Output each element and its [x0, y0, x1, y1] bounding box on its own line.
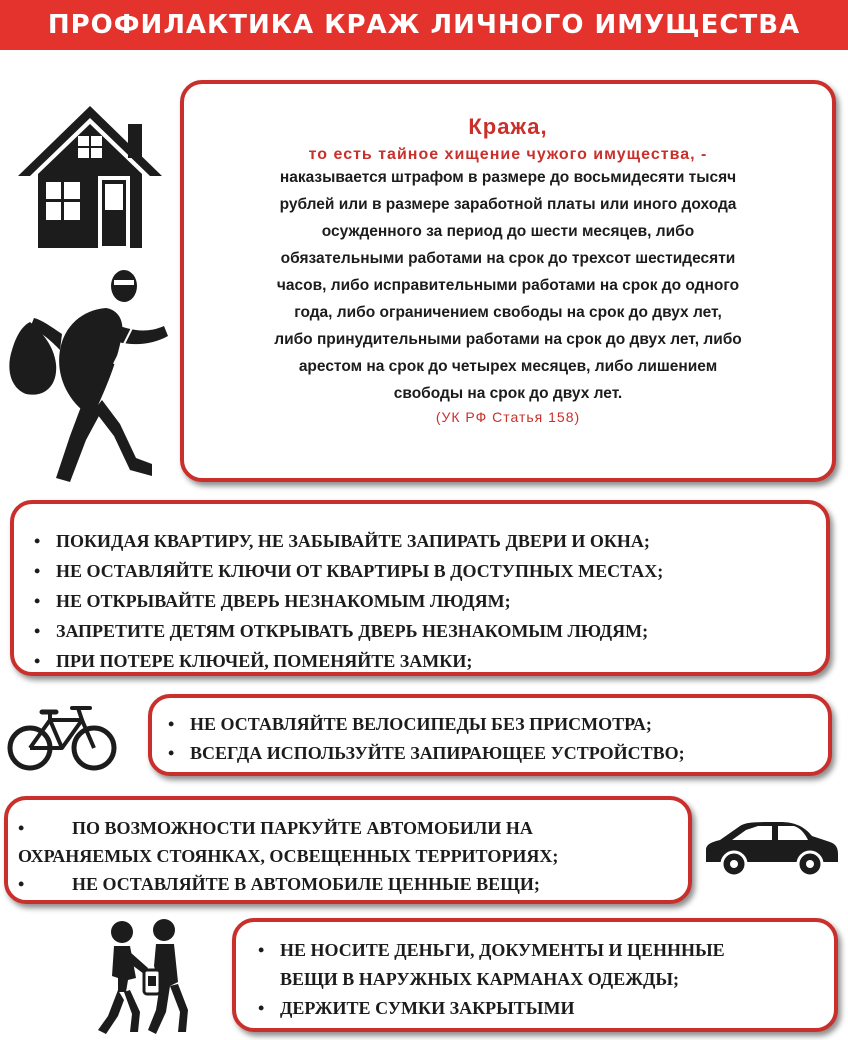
bicycle-icon	[6, 700, 118, 774]
list-item: • НЕ ОСТАВЛЯЙТЕ В АВТОМОБИЛЕ ЦЕННЫЕ ВЕЩИ;	[18, 874, 540, 894]
law-line: часов, либо исправительными работами на срок до одного	[276, 277, 740, 294]
list-item: • ВСЕГДА ИСПОЛЬЗУЙТЕ ЗАПИРАЮЩЕЕ УСТРОЙСТВО;	[166, 739, 828, 768]
pocket-tips-list	[256, 936, 834, 1023]
law-line: арестом на срок до четырех месяцев, либо лишением	[298, 358, 718, 375]
list-item: • НЕ ОСТАВЛЯЙТЕ ВЕЛОСИПЕДЫ БЕЗ ПРИСМОТРА;	[166, 710, 828, 739]
car-tip-line: ПО ВОЗМОЖНОСТИ ПАРКУЙТЕ АВТОМОБИЛИ НА	[72, 818, 533, 838]
thief-icon	[2, 264, 182, 486]
law-subtitle: то есть тайное хищение чужого имущества, -	[308, 146, 708, 163]
list-item: • ПОКИДАЯ КВАРТИРУ, НЕ ЗАБЫВАЙТЕ ЗАПИРАТЬ ДВЕРИ И ОКНА;	[32, 526, 826, 556]
apartment-tips-list	[32, 526, 826, 676]
law-reference: (УК РФ Статья 158)	[435, 409, 581, 425]
law-line: обязательными работами на срок до трехсот шестидесяти	[280, 250, 736, 267]
page-title: ПРОФИЛАКТИКА КРАЖ ЛИЧНОГО ИМУЩЕСТВА	[0, 0, 848, 50]
pocket-tips-box	[232, 918, 838, 1032]
law-line: осужденного за период до шести месяцев, либо	[321, 223, 695, 240]
list-item-continuation: ВЕЩИ В НАРУЖНЫХ КАРМАНАХ ОДЕЖДЫ;	[280, 969, 680, 989]
law-line: года, либо ограничением свободы на срок до двух лет,	[294, 304, 722, 321]
law-line: либо принудительными работами на срок до двух лет, либо	[274, 331, 742, 348]
law-body	[184, 164, 832, 407]
law-line: рублей или в размере заработной платы или иного дохода	[279, 196, 737, 213]
law-title: Кража,	[468, 114, 548, 139]
list-item: • ПРИ ПОТЕРЕ КЛЮЧЕЙ, ПОМЕНЯЙТЕ ЗАМКИ;	[32, 646, 826, 676]
list-item: • ДЕРЖИТЕ СУМКИ ЗАКРЫТЫМИ	[256, 994, 834, 1023]
law-box	[180, 80, 836, 482]
house-icon	[12, 102, 168, 250]
list-item: • ЗАПРЕТИТЕ ДЕТЯМ ОТКРЫВАТЬ ДВЕРЬ НЕЗНАКОМЫМ ЛЮДЯМ;	[32, 616, 826, 646]
bicycle-tips-list	[166, 710, 828, 768]
car-tips-box	[4, 796, 692, 904]
car-tip-line: НЕ ОСТАВЛЯЙТЕ В АВТОМОБИЛЕ ЦЕННЫЕ ВЕЩИ;	[72, 874, 540, 894]
law-line: наказывается штрафом в размере до восьмидесяти тысяч	[279, 169, 737, 186]
car-tip-continuation: ОХРАНЯЕМЫХ СТОЯНКАХ, ОСВЕЩЕННЫХ ТЕРРИТОРИЯХ;	[18, 846, 559, 866]
list-item: • НЕ НОСИТЕ ДЕНЬГИ, ДОКУМЕНТЫ И ЦЕНННЫЕ	[256, 936, 834, 965]
list-item: • ПО ВОЗМОЖНОСТИ ПАРКУЙТЕ АВТОМОБИЛИ НА	[18, 818, 533, 838]
list-item: • НЕ ОСТАВЛЯЙТЕ КЛЮЧИ ОТ КВАРТИРЫ В ДОСТУПНЫХ МЕСТАХ;	[32, 556, 826, 586]
list-item: • НЕ ОТКРЫВАЙТЕ ДВЕРЬ НЕЗНАКОМЫМ ЛЮДЯМ;	[32, 586, 826, 616]
pickpocket-icon	[78, 916, 198, 1036]
apartment-tips-box	[10, 500, 830, 676]
car-icon	[702, 820, 842, 880]
law-line: свободы на срок до двух лет.	[393, 385, 623, 402]
bicycle-tips-box	[148, 694, 832, 776]
